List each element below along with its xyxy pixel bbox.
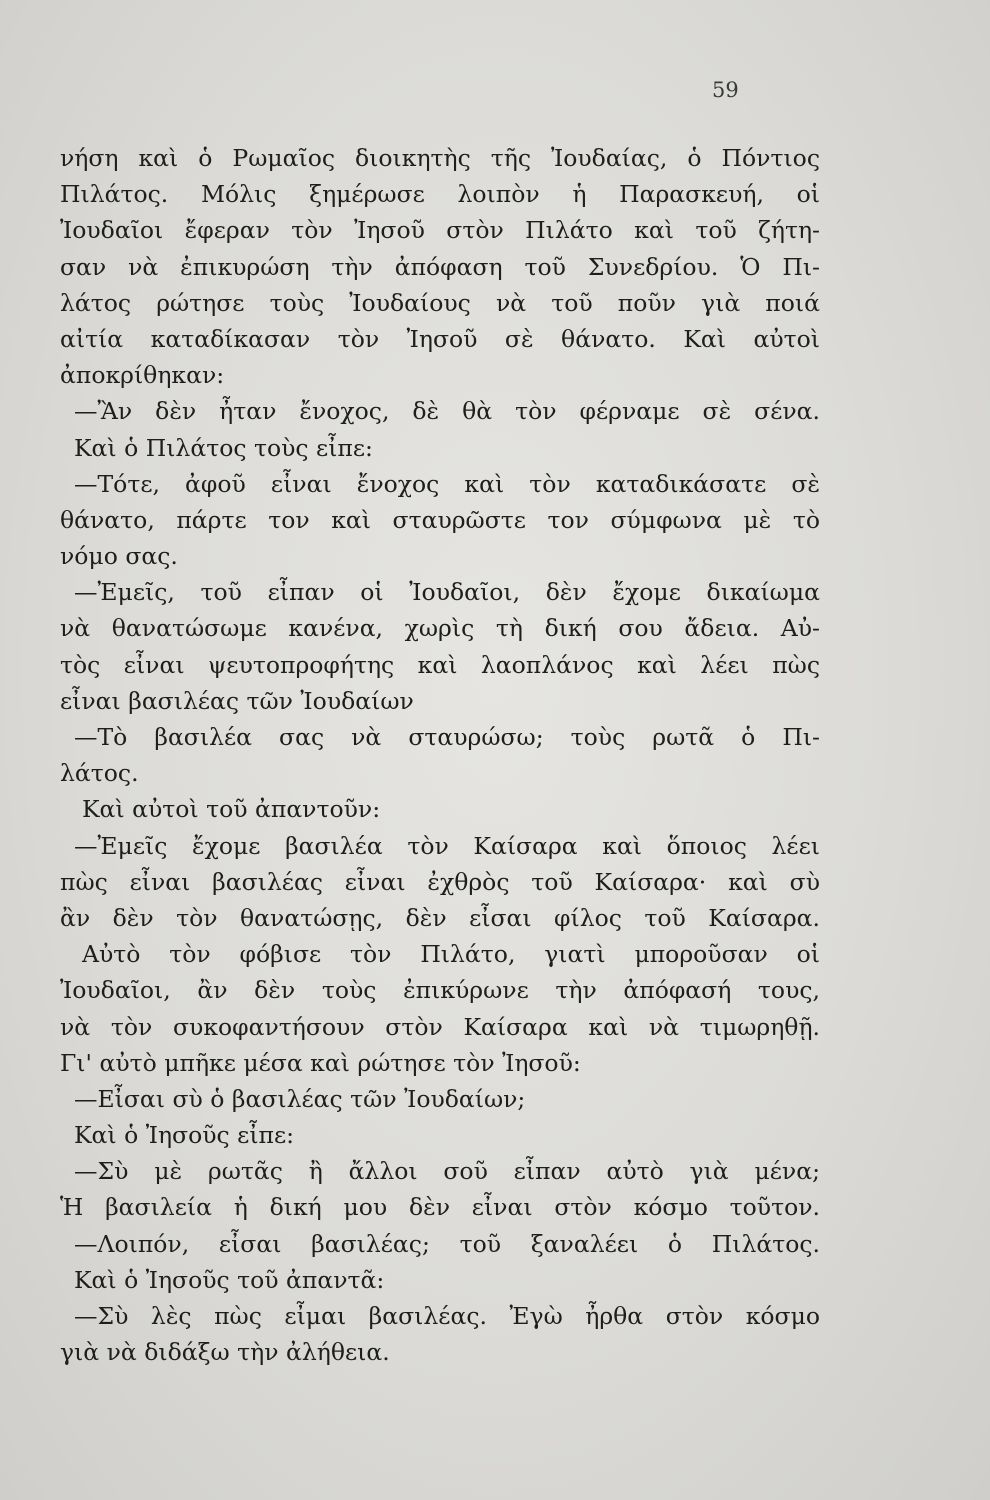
text-line: ἀποκρίθηκαν: [60,361,225,390]
text-line: Καὶ ὁ Πιλάτος τοὺς εἶπε: [74,433,373,462]
text-line: τὸς εἶναι ψευτοπροφήτης καὶ λαοπλάνος καὶ λέει πὼς [60,650,820,679]
page-number: 59 [712,78,739,102]
text-line: νήση καὶ ὁ Ρωμαῖος διοικητὴς τῆς Ἰουδαίας, ὁ Πόντιος [60,144,820,172]
text-line: —Λοιπόν, εἶσαι βασιλέας; τοῦ ξαναλέει ὁ Πιλάτος. [74,1229,820,1258]
text-line: λάτος. [60,759,139,788]
text-line: θάνατο, πάρτε τον καὶ σταυρῶστε τον σύμφωνα μὲ τὸ [60,505,820,534]
text-line: Αὐτὸ τὸν φόβισε τὸν Πιλάτο, γιατὶ μποροῦσαν οἱ [82,940,820,969]
text-line: Ἰουδαῖοι, ἂν δὲν τοὺς ἐπικύρωνε τὴν ἀπόφασή τους, [60,976,820,1005]
text-line: ἂν δὲν τὸν θανατώσῃς, δὲν εἶσαι φίλος τοῦ Καίσαρα. [60,903,820,932]
text-line: Καὶ ὁ Ἰησοῦς τοῦ ἀπαντᾶ: [74,1265,385,1294]
text-line: Καὶ αὐτοὶ τοῦ ἀπαντοῦν: [82,795,381,824]
text-line: νόμο σας. [60,542,178,571]
text-line: —Ἐμεῖς, τοῦ εἶπαν οἱ Ἰουδαῖοι, δὲν ἔχομε δικαίωμα [74,578,820,607]
text-line: νὰ θανατώσωμε κανένα, χωρὶς τὴ δική σου ἄδεια. Αὐ- [60,614,820,643]
text-line: —Ἐμεῖς ἔχομε βασιλέα τὸν Καίσαρα καὶ ὅποιος λέει [74,831,820,860]
text-line: Ἡ βασιλεία ἡ δική μου δὲν εἶναι στὸν κόσμο τοῦτον. [60,1193,820,1222]
text-line: Γι' αὐτὸ μπῆκε μέσα καὶ ρώτησε τὸν Ἰησοῦ: [60,1048,581,1077]
text-line: —Ἂν δὲν ἦταν ἔνοχος, δὲ θὰ τὸν φέρναμε σὲ σένα. [74,397,820,426]
text-line: Καὶ ὁ Ἰησοῦς εἶπε: [74,1121,295,1150]
text-line: Ἰουδαῖοι ἔφεραν τὸν Ἰησοῦ στὸν Πιλάτο καὶ τοῦ ζήτη- [60,216,820,245]
text-line: —Τότε, ἀφοῦ εἶναι ἔνοχος καὶ τὸν καταδικάσατε σὲ [74,469,820,498]
text-line: σαν νὰ ἐπικυρώση τὴν ἀπόφαση τοῦ Συνεδρίου. Ὁ Πι- [60,252,820,281]
text-line: λάτος ρώτησε τοὺς Ἰουδαίους νὰ τοῦ ποῦν γιὰ ποιά [60,288,820,317]
text-line: —Τὸ βασιλέα σας νὰ σταυρώσω; τοὺς ρωτᾶ ὁ Πι- [74,723,820,751]
text-line: Πιλάτος. Μόλις ξημέρωσε λοιπὸν ἡ Παρασκευή, οἱ [60,180,820,209]
text-line: γιὰ νὰ διδάξω τὴν ἀλήθεια. [60,1338,390,1367]
text-line: —Σὺ μὲ ρωτᾶς ἢ ἄλλοι σοῦ εἶπαν αὐτὸ γιὰ μένα; [74,1157,820,1186]
text-line: πὼς εἶναι βασιλέας εἶναι ἐχθρὸς τοῦ Καίσαρα· καὶ σὺ [60,867,820,896]
text-line: —Εἶσαι σὺ ὁ βασιλέας τῶν Ἰουδαίων; [74,1084,526,1113]
text-line: —Σὺ λὲς πὼς εἶμαι βασιλέας. Ἐγὼ ἦρθα στὸν κόσμο [74,1302,820,1330]
page-text [60,140,820,1370]
text-line: εἶναι βασιλέας τῶν Ἰουδαίων [60,686,414,715]
text-line: νὰ τὸν συκοφαντήσουν στὸν Καίσαρα καὶ νὰ τιμωρηθῇ. [60,1012,820,1041]
text-line: αἰτία καταδίκασαν τὸν Ἰησοῦ σὲ θάνατο. Καὶ αὐτοὶ [60,324,820,353]
